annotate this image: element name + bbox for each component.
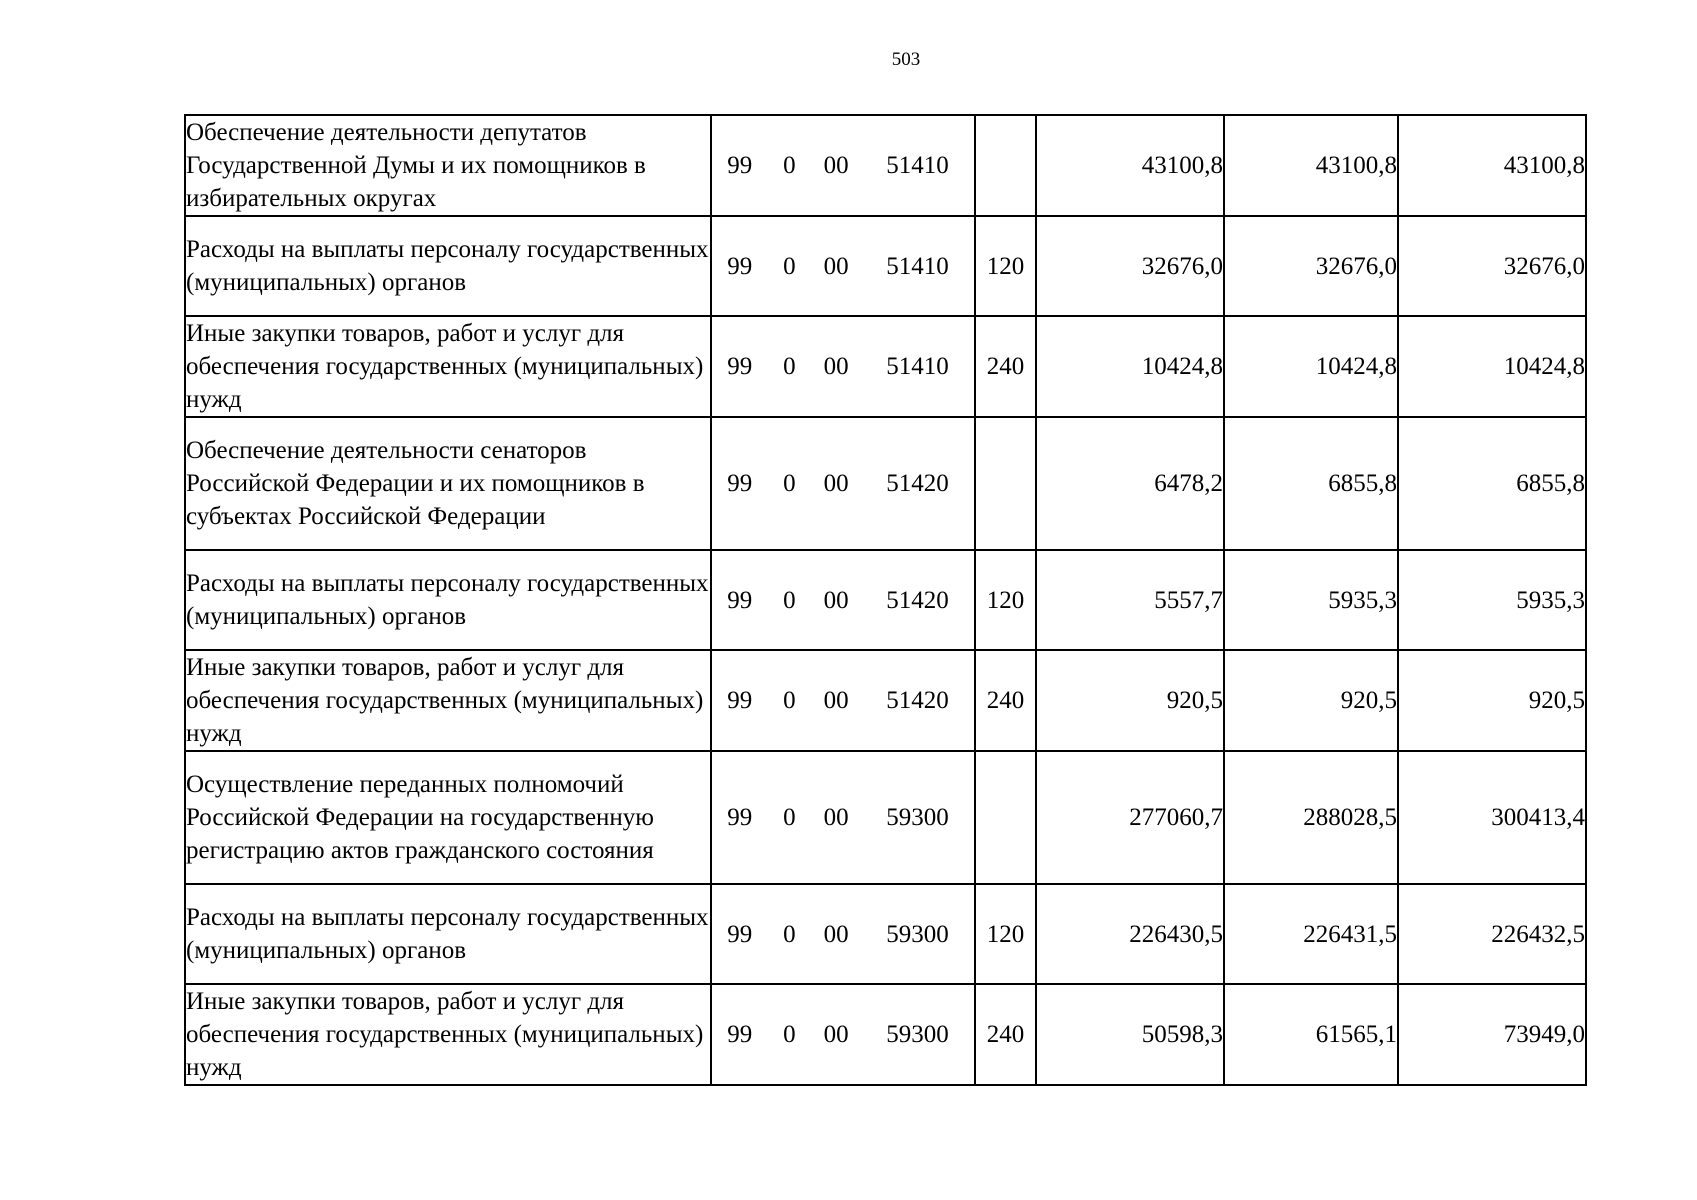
- row-description: Осуществление переданных полномочий Российской Федерации на государственную регистрацию актов гражданского состояния: [185, 751, 711, 884]
- amount-year-2: 61565,1: [1224, 984, 1398, 1085]
- code-direction: 59300: [886, 804, 949, 831]
- amount-year-3: 10424,8: [1398, 316, 1586, 417]
- amount-year-3: 920,5: [1398, 650, 1586, 751]
- code-program: 99: [727, 920, 753, 948]
- amount-year-3: 32676,0: [1398, 216, 1586, 316]
- target-article-code: [711, 316, 975, 417]
- amount-year-1: 226430,5: [1036, 884, 1224, 984]
- expense-type-code: 120: [975, 216, 1036, 316]
- row-description: Расходы на выплаты персоналу государственных (муниципальных) органов: [185, 884, 711, 984]
- code-direction: 59300: [886, 920, 949, 948]
- code-subprogram: 0: [783, 920, 796, 948]
- amount-year-2: 43100,8: [1224, 115, 1398, 216]
- code-program: 99: [727, 470, 753, 497]
- row-description: Обеспечение деятельности сенаторов Российской Федерации и их помощников в субъектах Российской Федерации: [185, 417, 711, 550]
- table-row: [185, 550, 1586, 650]
- code-program: 99: [727, 1021, 753, 1048]
- amount-year-2: 920,5: [1224, 650, 1398, 751]
- amount-year-2: 6855,8: [1224, 417, 1398, 550]
- amount-year-3: 43100,8: [1398, 115, 1586, 216]
- expense-type-code: 120: [975, 884, 1036, 984]
- amount-year-3: 226432,5: [1398, 884, 1586, 984]
- code-direction: 59300: [886, 1021, 949, 1048]
- code-event: 00: [823, 353, 849, 380]
- code-program: 99: [727, 152, 753, 179]
- target-article-code: [711, 550, 975, 650]
- target-article-code: [711, 650, 975, 751]
- table-row: [185, 115, 1586, 216]
- table-row: [185, 417, 1586, 550]
- code-event: 00: [823, 687, 849, 714]
- code-program: 99: [727, 687, 753, 714]
- amount-year-3: 6855,8: [1398, 417, 1586, 550]
- code-subprogram: 0: [783, 470, 796, 497]
- amount-year-2: 226431,5: [1224, 884, 1398, 984]
- target-article-code: [711, 751, 975, 884]
- target-article-code: [711, 984, 975, 1085]
- table-row: [185, 216, 1586, 316]
- target-article-code: [711, 884, 975, 984]
- code-subprogram: 0: [783, 1021, 796, 1048]
- code-subprogram: 0: [783, 687, 796, 714]
- amount-year-1: 50598,3: [1036, 984, 1224, 1085]
- code-direction: 51410: [886, 252, 949, 280]
- target-article-code: [711, 417, 975, 550]
- row-description: Расходы на выплаты персоналу государственных (муниципальных) органов: [185, 550, 711, 650]
- expense-type-code: [975, 751, 1036, 884]
- amount-year-1: 43100,8: [1036, 115, 1224, 216]
- amount-year-2: 288028,5: [1224, 751, 1398, 884]
- amount-year-1: 5557,7: [1036, 550, 1224, 650]
- code-event: 00: [823, 152, 849, 179]
- amount-year-3: 300413,4: [1398, 751, 1586, 884]
- code-direction: 51420: [886, 586, 949, 614]
- table-row: [185, 984, 1586, 1085]
- expense-type-code: [975, 115, 1036, 216]
- row-description: Иные закупки товаров, работ и услуг для обеспечения государственных (муниципальных) нужд: [185, 984, 711, 1085]
- amount-year-2: 5935,3: [1224, 550, 1398, 650]
- page-number: 503: [891, 49, 921, 70]
- row-description: Расходы на выплаты персоналу государственных (муниципальных) органов: [185, 216, 711, 316]
- code-subprogram: 0: [783, 252, 796, 280]
- code-event: 00: [823, 920, 849, 948]
- target-article-code: [711, 115, 975, 216]
- code-subprogram: 0: [783, 152, 796, 179]
- amount-year-1: 10424,8: [1036, 316, 1224, 417]
- code-direction: 51420: [886, 687, 949, 714]
- table-row: [185, 751, 1586, 884]
- row-description: Обеспечение деятельности депутатов Государственной Думы и их помощников в избирательных округах: [185, 115, 711, 216]
- code-program: 99: [727, 586, 753, 614]
- code-program: 99: [727, 252, 753, 280]
- amount-year-1: 920,5: [1036, 650, 1224, 751]
- expense-type-code: 240: [975, 650, 1036, 751]
- amount-year-2: 10424,8: [1224, 316, 1398, 417]
- code-direction: 51420: [886, 470, 949, 497]
- amount-year-1: 32676,0: [1036, 216, 1224, 316]
- code-event: 00: [823, 252, 849, 280]
- expense-type-code: 240: [975, 316, 1036, 417]
- code-direction: 51410: [886, 353, 949, 380]
- amount-year-1: 6478,2: [1036, 417, 1224, 550]
- table-row: [185, 316, 1586, 417]
- expense-type-code: 240: [975, 984, 1036, 1085]
- amount-year-2: 32676,0: [1224, 216, 1398, 316]
- code-event: 00: [823, 804, 849, 831]
- row-description: Иные закупки товаров, работ и услуг для обеспечения государственных (муниципальных) нужд: [185, 650, 711, 751]
- code-subprogram: 0: [783, 586, 796, 614]
- code-direction: 51410: [886, 152, 949, 179]
- code-event: 00: [823, 1021, 849, 1048]
- code-event: 00: [823, 470, 849, 497]
- code-subprogram: 0: [783, 353, 796, 380]
- code-event: 00: [823, 586, 849, 614]
- table-row: [185, 884, 1586, 984]
- amount-year-1: 277060,7: [1036, 751, 1224, 884]
- table-row: [185, 650, 1586, 751]
- row-description: Иные закупки товаров, работ и услуг для обеспечения государственных (муниципальных) нужд: [185, 316, 711, 417]
- target-article-code: [711, 216, 975, 316]
- code-subprogram: 0: [783, 804, 796, 831]
- amount-year-3: 73949,0: [1398, 984, 1586, 1085]
- code-program: 99: [727, 353, 753, 380]
- code-program: 99: [727, 804, 753, 831]
- expense-type-code: [975, 417, 1036, 550]
- budget-table: [184, 114, 1587, 1086]
- amount-year-3: 5935,3: [1398, 550, 1586, 650]
- expense-type-code: 120: [975, 550, 1036, 650]
